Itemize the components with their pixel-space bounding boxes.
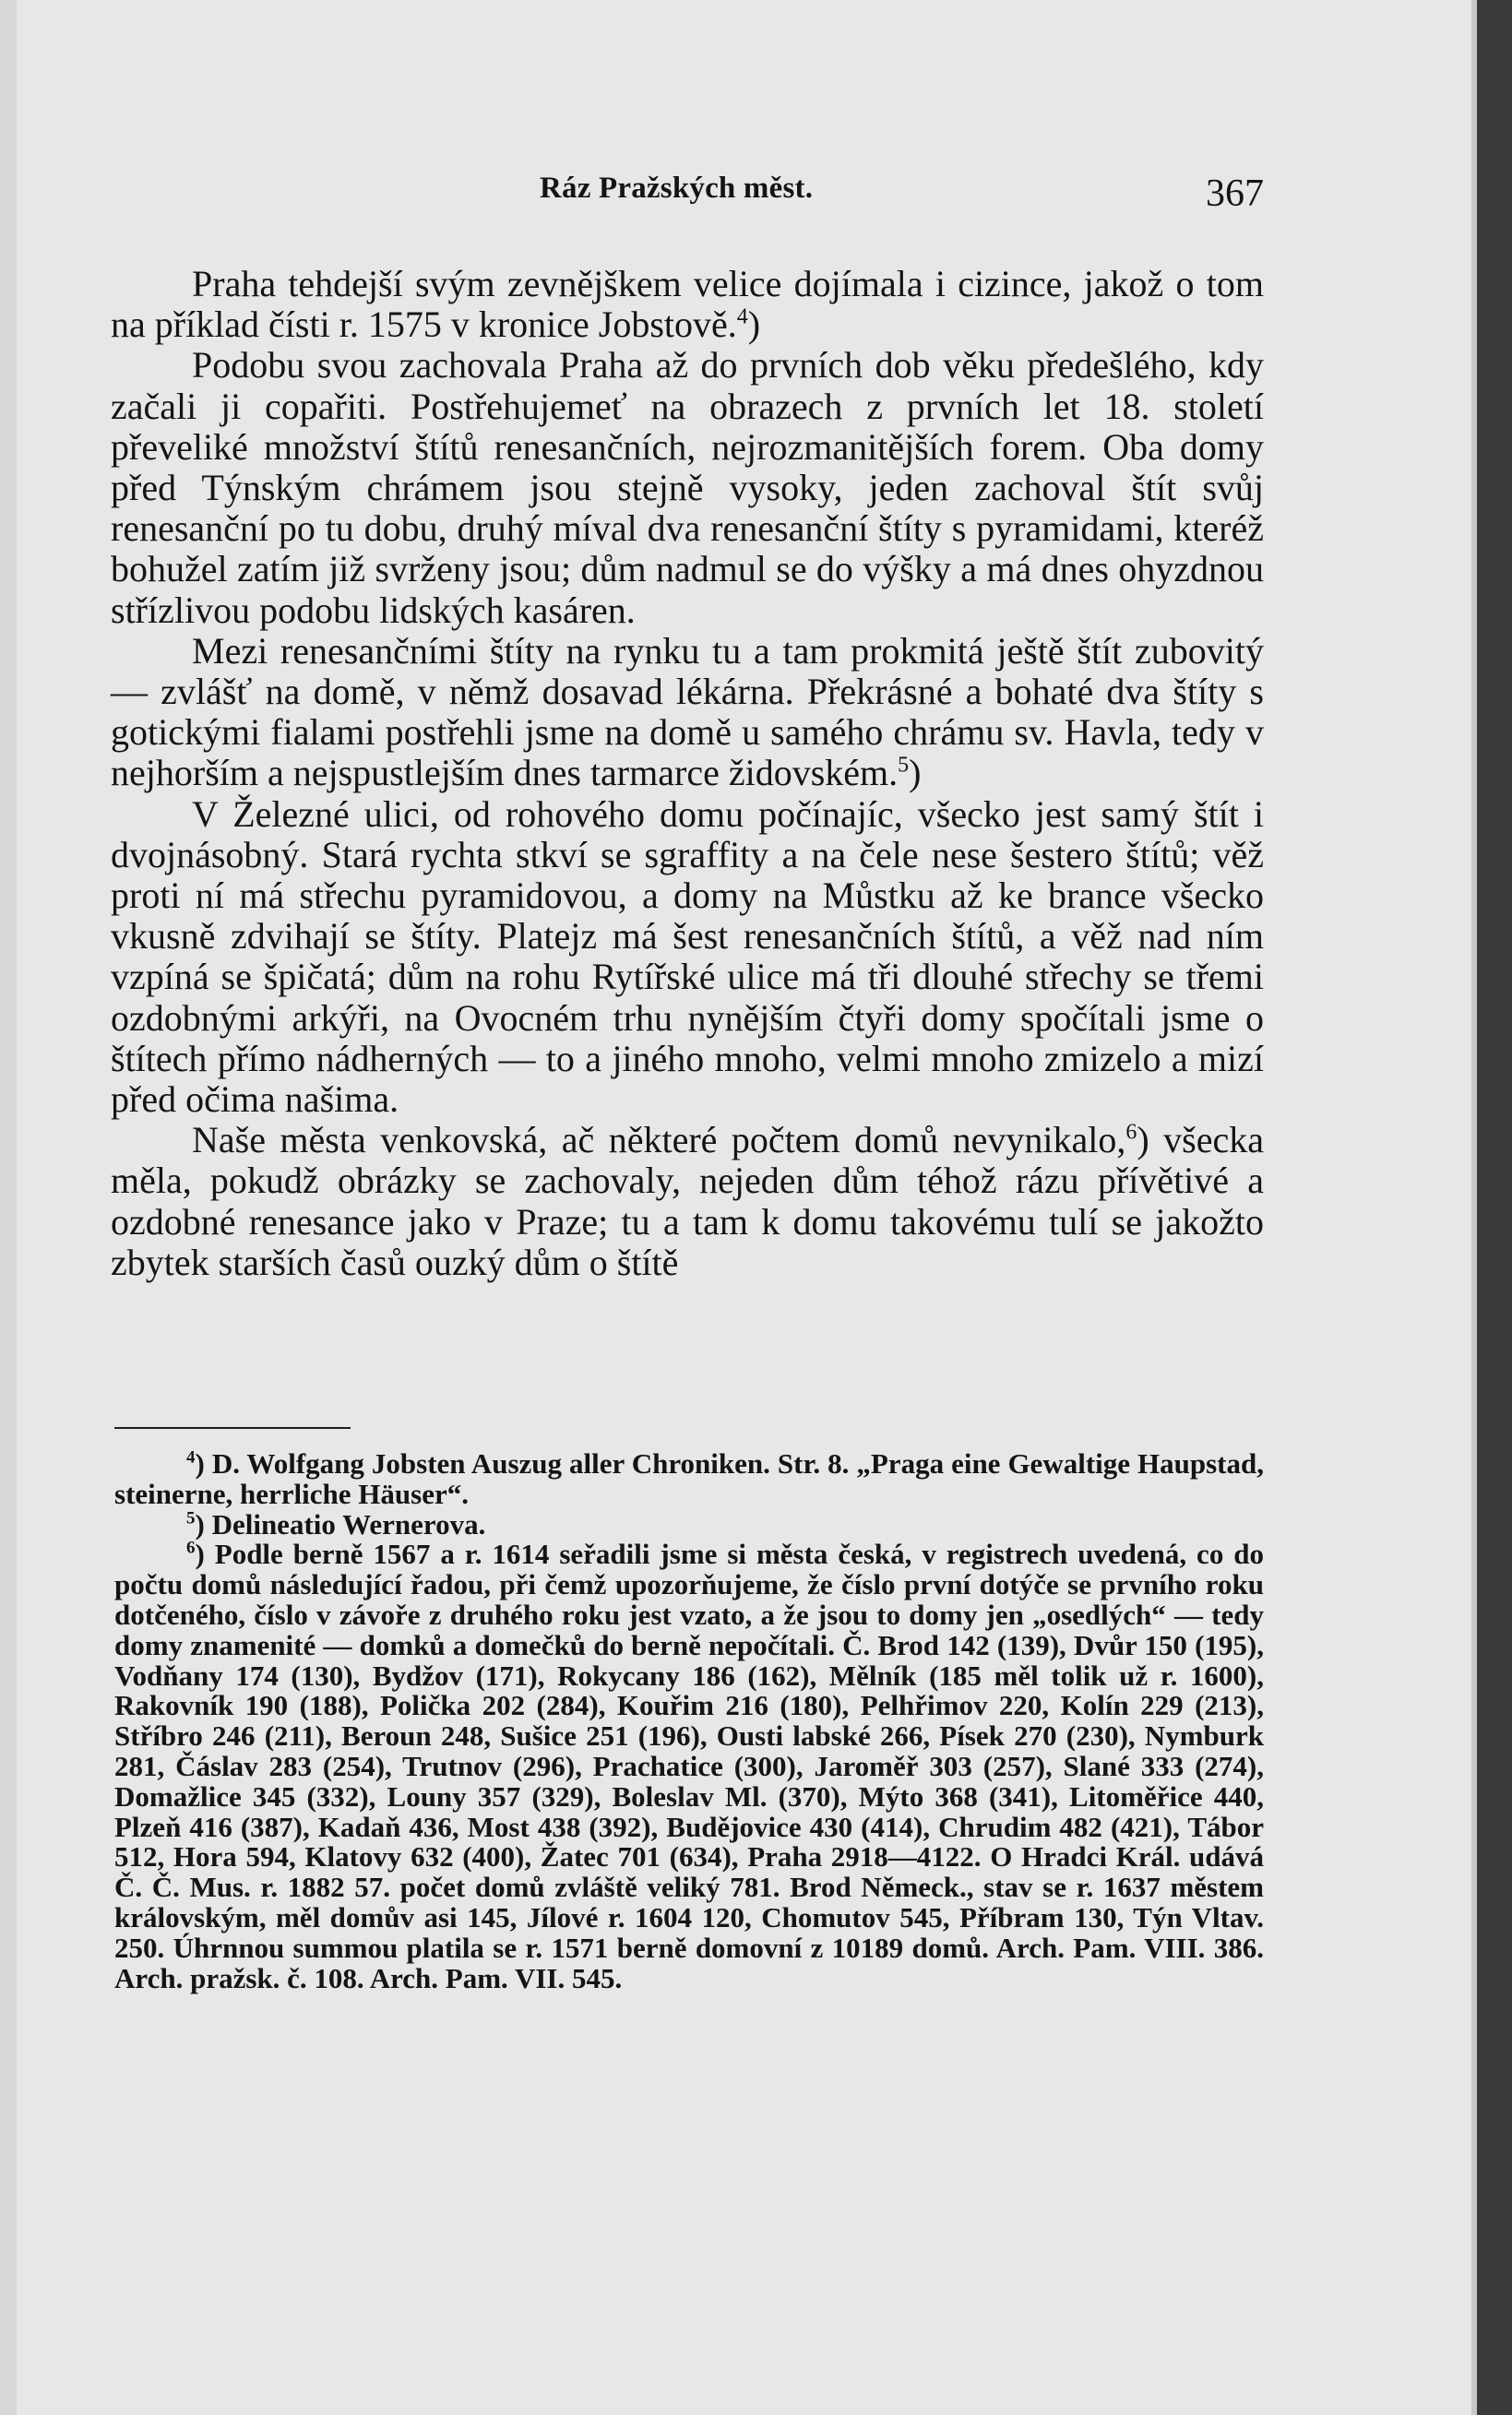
footnote-5-text: ) Delineatio Wernerova. [195,1507,486,1541]
footnote-divider [114,1427,351,1429]
footnote-4-mark: 4 [186,1447,196,1468]
paragraph-3-tail: ) [909,752,922,794]
footnote-ref-4: 4 [736,304,748,329]
scan-background-right [1477,0,1512,2415]
paragraph-1-tail: ) [747,303,761,346]
footnote-5 [114,1507,1264,1541]
paragraph-3-text: Mezi renesančními štíty na rynku tu a tam prokmitá ještě štít zubovitý — zvlášť na domě, v němž dosavad lékárna. Překrásné a bohaté dva štíty s gotickými fialami postřehli jsme na domě u samého chrámu sv. Havla, tedy v nejhorším a nejspustlejším dnes tarmarce židovském. [111,629,1264,794]
paragraph-2: Podobu svou zachovala Praha až do prvních dob věku předešlého, kdy začali ji copařiti. Postřehujemeť na obrazech z prvních let 18. století převeliké množství štítů renesančních, nejrozmanitějších forem. Oba domy před Týnským chrámem jsou stejně vysoky, jeden zachoval štít svůj renesanční po tu dobu, druhý míval dva renesanční štíty s pyramidami, kteréž bohužel zatím již svrženy jsou; dům nadmul se do výšky a má dnes ohyzdnou střízlivou podobu lidských kasáren. [111,344,1264,631]
paragraph-3 [111,631,1264,794]
footnote-4 [114,1449,1264,1510]
body-text [111,264,1264,1283]
running-head [111,172,1264,214]
paragraph-1 [111,264,1264,345]
footnotes [114,1449,1264,1993]
paragraph-1-text: Praha tehdejší svým zevnějškem velice dojímala i cizince, jakož o tom na příklad čísti r. 1575 v kronice Jobstově. [111,263,1264,346]
paragraph-4: V Železné ulici, od rohového domu počínajíc, všecko jest samý štít i dvojnásobný. Stará rychta stkví se sgraffity a na čele nese šestero štítů; věž proti ní má střechu pyramidovou, a domy na Můstku až ke brance všecko vkusně zdvihají se štíty. Platejz má šest renesančních štítů, a věž nad ním vzpíná se špičatá; dům na rohu Rytířské ulice má tři dlouhé střechy se třemi ozdobnými arkýři, na Ovocném trhu nynějším čtyři domy spočítali jsme o štítech přímo nádherných — to a jiného mnoho, velmi mnoho zmizelo a mizí před očima našima. [111,792,1264,1121]
footnote-5-mark: 5 [186,1508,196,1529]
footnote-4-text: ) D. Wolfgang Jobsten Auszug aller Chroniken. Str. 8. „Praga eine Gewaltige Haupstad, steinerne, herrliche Häuser“. [114,1447,1264,1510]
footnote-ref-6: 6 [1125,1120,1137,1145]
page-number: 367 [1206,172,1264,215]
footnote-6-mark: 6 [186,1539,196,1559]
footnote-6-text: ) Podle berně 1567 a r. 1614 seřadili jsme si města česká, v registrech uvedená, co do počtu domů následující řadou, při čemž upozorňujeme, že číslo první dotýče se prvního roku dotčeného, číslo v závoře z druhého roku jest vzato, a že jsou to domy jen „osedlých“ — tedy domy znamenité — domků a domečků do berně nepočítali. Č. Brod 142 (139), Dvůr 150 (195), Vodňany 174 (130), Bydžov (171), Rokycany 186 (162), Mělník (185 měl tolik už r. 1600), Rakovník 190 (188), Polička 202 (284), Kouřim 216 (180), Pelhřimov 220, Kolín 229 (213), Stříbro 246 (211), Beroun 248, Sušice 251 (196), Ousti labské 266, Písek 270 (230), Nymburk 281, Čáslav 283 (254), Trutnov (296), Prachatice (300), Jaroměř 303 (257), Slané 333 (274), Domažlice 345 (332), Louny 357 (329), Boleslav Ml. (370), Mýto 368 (341), Litoměřice 440, Plzeň 416 (387), Kadaň 436, Most 438 (392), Budějovice 430 (414), Chrudim 482 (421), Tábor 512, Hora 594, Klatovy 632 (400), Žatec 701 (634), Praha 2918—4122. O Hradci Král. udává Č. Č. Mus. r. 1882 57. počet domů zvláště veliký 781. Brod Německ., stav se r. 1637 městem královským, měl domův asi 145, Jílové r. 1604 120, Chomutov 545, Příbram 130, Týn Vltav. 250. Úhrnnou summou platila se r. 1571 berně domovní z 10189 domů. Arch. Pam. VIII. 386. Arch. pražsk. č. 108. Arch. Pam. VII. 545. [114,1538,1264,1994]
paragraph-5 [111,1120,1264,1283]
paragraph-5-text: Naše města venkovská, ač některé počtem domů nevynikalo, [192,1119,1126,1161]
page-edge-left [0,0,17,2415]
footnote-ref-5: 5 [898,754,910,779]
footnote-6 [114,1540,1264,1993]
running-title: Ráz Pražských měst. [540,172,814,205]
paragraph-5-tail: ) všecka měla, pokudž obrázky se zachovaly, nejeden dům téhož rázu přívětivé a ozdobné renesance jako v Praze; tu a tam k domu takovému tulí se jakožto zbytek starších časů ouzký dům o štítě [111,1119,1264,1283]
